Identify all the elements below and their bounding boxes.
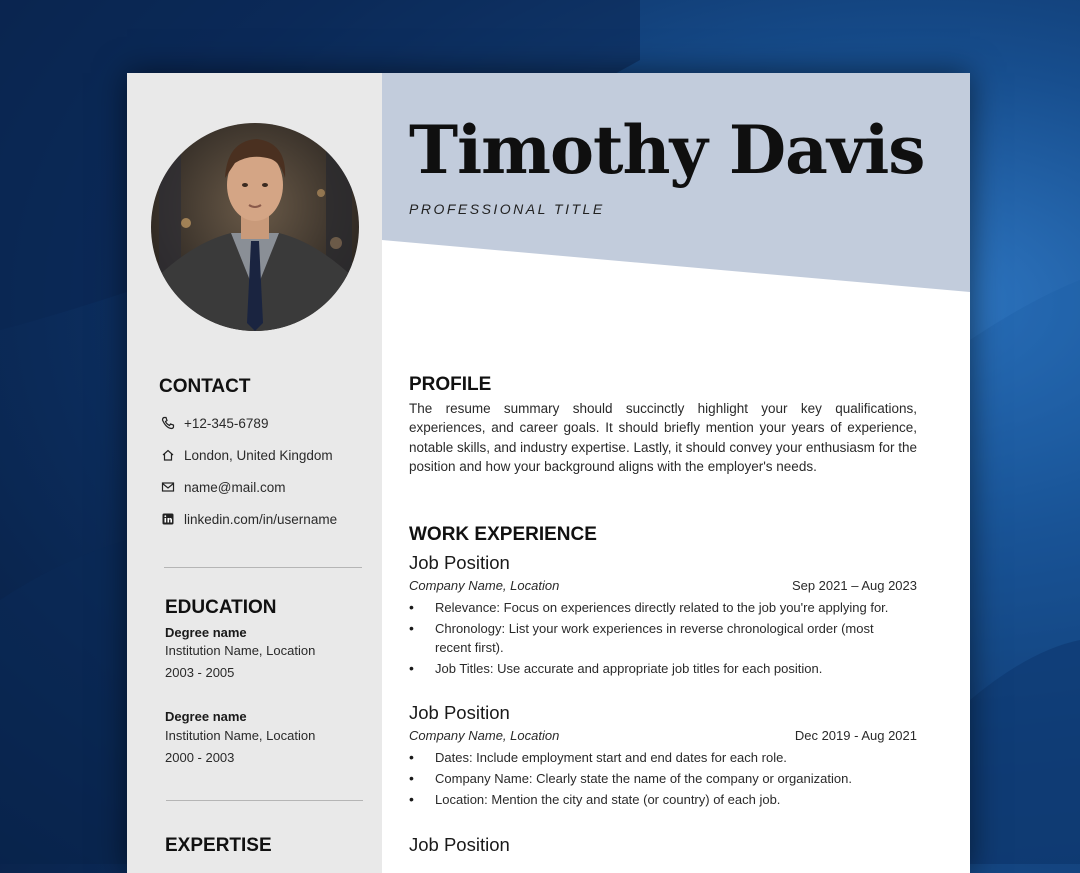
expertise-heading: EXPERTISE [165,835,272,856]
candidate-name: Timothy Davis [409,111,925,189]
profile-photo [151,123,359,331]
job-position: Job Position [409,834,510,855]
contact-location [161,445,333,465]
profile-summary: The resume summary should succinctly highlight your key qualifications, experiences, and career goals. It should briefly mention your years of experience, notable skills, and industry expertise. Lastly, it should convey your enthusiasm for the position and how your background aligns with the employer's needs. [409,401,917,474]
contact-heading: CONTACT [159,376,251,397]
mail-icon [161,480,175,494]
contact-phone-text: +12-345-6789 [184,415,269,431]
sidebar-divider [166,800,363,801]
sidebar-divider [164,567,362,568]
education-institution: Institution Name, Location [165,728,316,743]
job-dates: Dec 2019 - Aug 2021 [794,728,917,743]
contact-location-text: London, United Kingdom [184,447,333,463]
job-bullet: • Location: Mention the city and state (or country) of each job. [409,790,917,809]
education-degree: Degree name [165,709,247,724]
linkedin-icon [161,512,175,526]
education-heading: EDUCATION [165,597,277,618]
job-company: Company Name, Location [409,578,560,593]
job-bullet: • Job Titles: Use accurate and appropriate job titles for each position. [409,659,917,678]
education-institution: Institution Name, Location [165,643,316,658]
profile-heading: PROFILE [409,374,492,395]
phone-icon [161,416,175,430]
job-company: Company Name, Location [409,728,560,743]
education-years: 2003 - 2005 [165,665,235,680]
job-position: Job Position [409,552,510,573]
resume-page [127,73,970,873]
job-bullets [409,748,917,809]
job-bullet: • Relevance: Focus on experiences directly related to the job you're applying for. [409,598,917,617]
job-bullet: • Company Name: Clearly state the name of the company or organization. [409,769,917,788]
professional-title: PROFESSIONAL TITLE [409,201,605,217]
home-icon [161,448,175,462]
job-dates: Sep 2021 – Aug 2023 [791,578,917,593]
job-bullet: • Chronology: List your work experiences in reverse chronological order (most recent first). [409,619,917,657]
job-position: Job Position [409,702,510,723]
work-experience-heading: WORK EXPERIENCE [409,524,597,545]
contact-email [161,477,285,497]
education-degree: Degree name [165,625,247,640]
contact-email-text: name@mail.com [184,479,286,495]
contact-linkedin [161,509,337,529]
contact-phone [161,413,268,433]
education-years: 2000 - 2003 [165,750,235,765]
contact-linkedin-text: linkedin.com/in/username [184,511,338,527]
job-bullet: • Dates: Include employment start and end dates for each role. [409,748,917,767]
job-bullets [409,598,917,678]
